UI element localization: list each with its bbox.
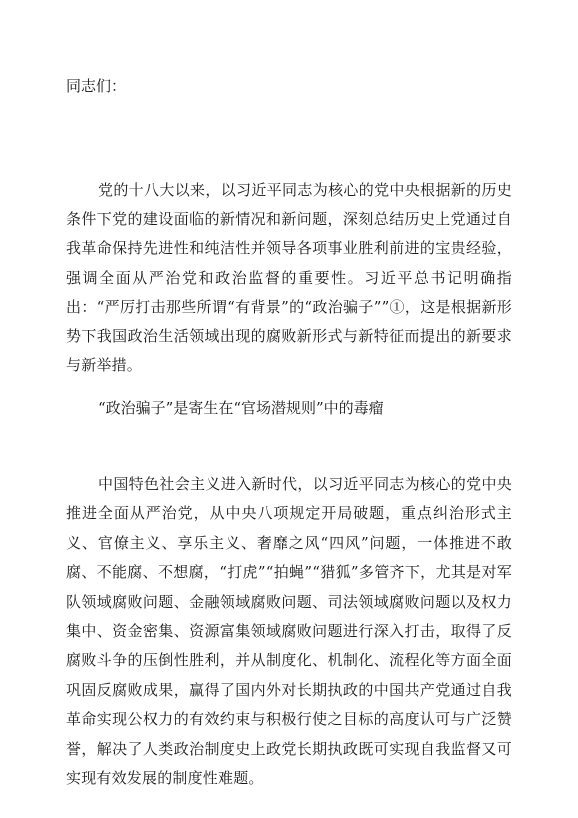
salutation: 同志们：	[66, 77, 127, 95]
section-heading: “政治骗子”是寄生在“官场潜规则”中的毒瘤	[98, 399, 384, 417]
paragraph-body: 中国特色社会主义进入新时代，以习近平同志为核心的党中央推进全面从严治党，从中央八项规定开局破题，重点纠治形式主义、官僚主义、享乐主义、奢靡之风“四风”问题，一体推进不敢腐、不能腐、不想腐，“打虎”“拍蝇”“猎狐”多管齐下，尤其是对军队领域腐败问题、金融领域腐败问题、司法领域腐败问题以及权力集中、资金密集、资源富集领域腐败问题进行深入打击，取得了反腐败斗争的压倒性胜利，并从制度化、机制化、流程化等方面全面巩固反腐败成果，赢得了国内外对长期执政的中国共产党通过自我革命实现公权力的有效约束与积极行使之目标的高度认可与广泛赞誉，解决了人类政治制度史上政党长期执政既可实现自我监督又可实现有效发展的制度性难题。	[66, 475, 512, 788]
paragraph-intro: 党的十八大以来，以习近平同志为核心的党中央根据新的历史条件下党的建设面临的新情况和新问题，深刻总结历史上党通过自我革命保持先进性和纯洁性并领导各项事业胜利前进的宝贵经验，强调全面从严治党和政治监督的重要性。习近平总书记明确指出：“严厉打击那些所谓“有背景”的“政治骗子””①，这是根据新形势下我国政治生活领域出现的腐败新形式与新特征而提出的新要求与新举措。	[66, 181, 512, 375]
